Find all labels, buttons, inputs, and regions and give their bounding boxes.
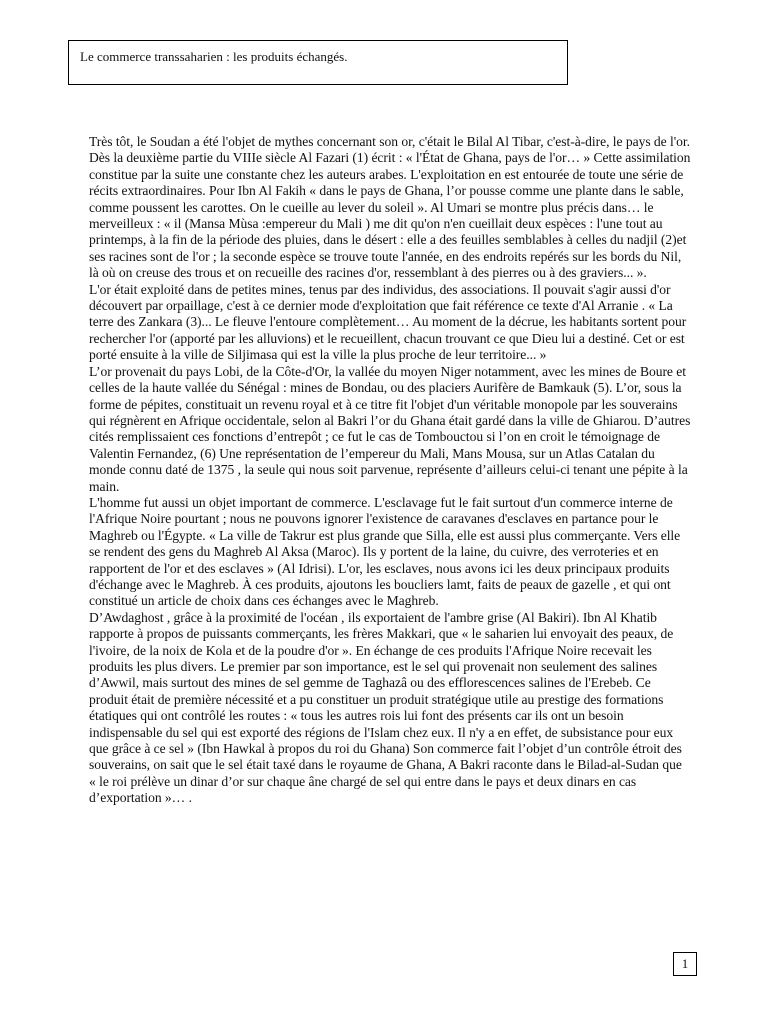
body-text xyxy=(89,134,691,807)
document-title: Le commerce transsaharien : les produits échangés. xyxy=(80,49,348,64)
page-number-text: 1 xyxy=(681,956,689,971)
paragraph-salt-trade: D’Awdaghost , grâce à la proximité de l'océan , ils exportaient de l'ambre grise (Al Bakiri). Ibn Al Khatib rapporte à propos de puissants commerçants, les frères Makkari, que « le saharien lui envoyait des peaux, de l'ivoire, de la noix de Kola et de la poudre d'or ». En échange de ces produits l'Afrique Noire recevait les produits les plus divers. Le premier par son importance, est le sel qui provenait non seulement des salines d’Awwil, mais surtout des mines de sel gemme de Taghazâ ou des efflorescences salines de l'Erebeb. Ce produit était de première nécessité et a pu constituer un produit stratégique utile au prestige des formations étatiques qui ont contrôlé les routes : « tous les autres rois lui font des présents car ils ont un besoin indispensable du sel qui est exporté des régions de l'Islam chez eux. Il n'y a en effet, de subsistance pour eux que grâce à ce sel » (Ibn Hawkal à propos du roi du Ghana) Son commerce fait l’objet d’un contrôle étroit des souverains, on sait que le sel était taxé dans le royaume de Ghana, A Bakri raconte dans le Bilad-al-Sudan que « le roi prélève un dinar d’or sur chaque âne chargé de sel qui entre dans le pays et deux dinars en cas d’exportation »… . xyxy=(89,609,682,806)
paragraph-gold-origins: L’or provenait du pays Lobi, de la Côte-d'Or, la vallée du moyen Niger notamment, avec les mines de Boure et celles de la haute vallée du Sénégal : mines de Bondau, ou des placiers Aurifère de Bamkauk (5). L’or, sous la forme de pépites, constituait un revenu royal et à ce titre fit l'objet d'un véritable monopole par les souverains qui régnèrent en Afrique occidentale, selon al Bakri l’or du Ghana était gardé dans la ville de Ghiarou. D’autres cités remplissaient ces fonctions d’entrepôt ; ce fut le cas de Tombouctou si l’on en croit le témoignage de Valentin Fernandez, (6) Une représentation de l’empereur du Mali, Mans Mousa, sur un Atlas Catalan du monde connu daté de 1375 , la seule qui nous soit parvenue, représente d’ailleurs celui-ci tenant une pépite à la main. xyxy=(89,363,691,494)
paragraph-gold-myths: Très tôt, le Soudan a été l'objet de mythes concernant son or, c'était le Bilal Al Tibar, c'est-à-dire, le pays de l'or. Dès la deuxième partie du VIIIe siècle Al Fazari (1) écrit : « l'État de Ghana, pays de l'or… » Cette assimilation constitue par la suite une constante chez les auteurs arabes. L'exploitation en est entourée de toute une série de récits extraordinaires. Pour Ibn Al Fakih « dans le pays de Ghana, l’or pousse comme une plante dans le sable, comme poussent les carottes. On le cueille au lever du soleil ». Al Umari se montre plus précis dans… le merveilleux : « il (Mansa Mùsa :empereur du Mali ) me dit qu'on n'en cueillait deux espèces : l'une tout au printemps, à la fin de la période des pluies, dans le désert : elle a des feuilles semblables à celles du nadjil (2)et ses racines sont de l'or ; la seconde espèce se trouve toute l'année, en des endroits repérés sur les bords du Nil, là où on creuse des trous et on recueille des racines d'or, ressemblant à des pierres ou à des graviers... ». xyxy=(89,134,691,281)
paragraph-slave-trade: L'homme fut aussi un objet important de commerce. L'esclavage fut le fait surtout d'un commerce interne de l'Afrique Noire pourtant ; nous ne pouvons ignorer l'existence de caravanes d'esclaves en partance pour le Maghreb ou l'Égypte. « La ville de Takrur est plus grande que Silla, elle est aussi plus commerçante. Vers elle se rendent des gens du Maghreb Al Aksa (Maroc). Ils y portent de la laine, du cuivre, des verroteries et en rapportent de l'or et des esclaves » (Al Idrisi). L'or, les esclaves, nous avons ici les deux principaux produits d'échange avec le Maghreb. À ces produits, ajoutons les boucliers lamt, faits de peaux de gazelle , et qui ont constitué un article de choix dans ces échanges avec le Maghreb. xyxy=(89,494,681,609)
page-number xyxy=(673,952,697,976)
paragraph-gold-mines: L'or était exploité dans de petites mines, tenus par des individus, des associations. Il pouvait s'agir aussi d'or découvert par orpaillage, c'est à ce dernier mode d'exploitation que fait référence ce texte d'Al Arranie . « La terre des Zankara (3)... Le fleuve l'entoure complètement… Au moment de la décrue, les habitants sortent pour rechercher l'or (apporté par les alluvions) et le recueillent, chacun trouvant ce que Dieu lui a destiné. Cet or est porté ensuite à la ville de Siljimasa qui est la ville la plus proche de leur territoire... » xyxy=(89,281,687,363)
title-box xyxy=(68,40,568,85)
